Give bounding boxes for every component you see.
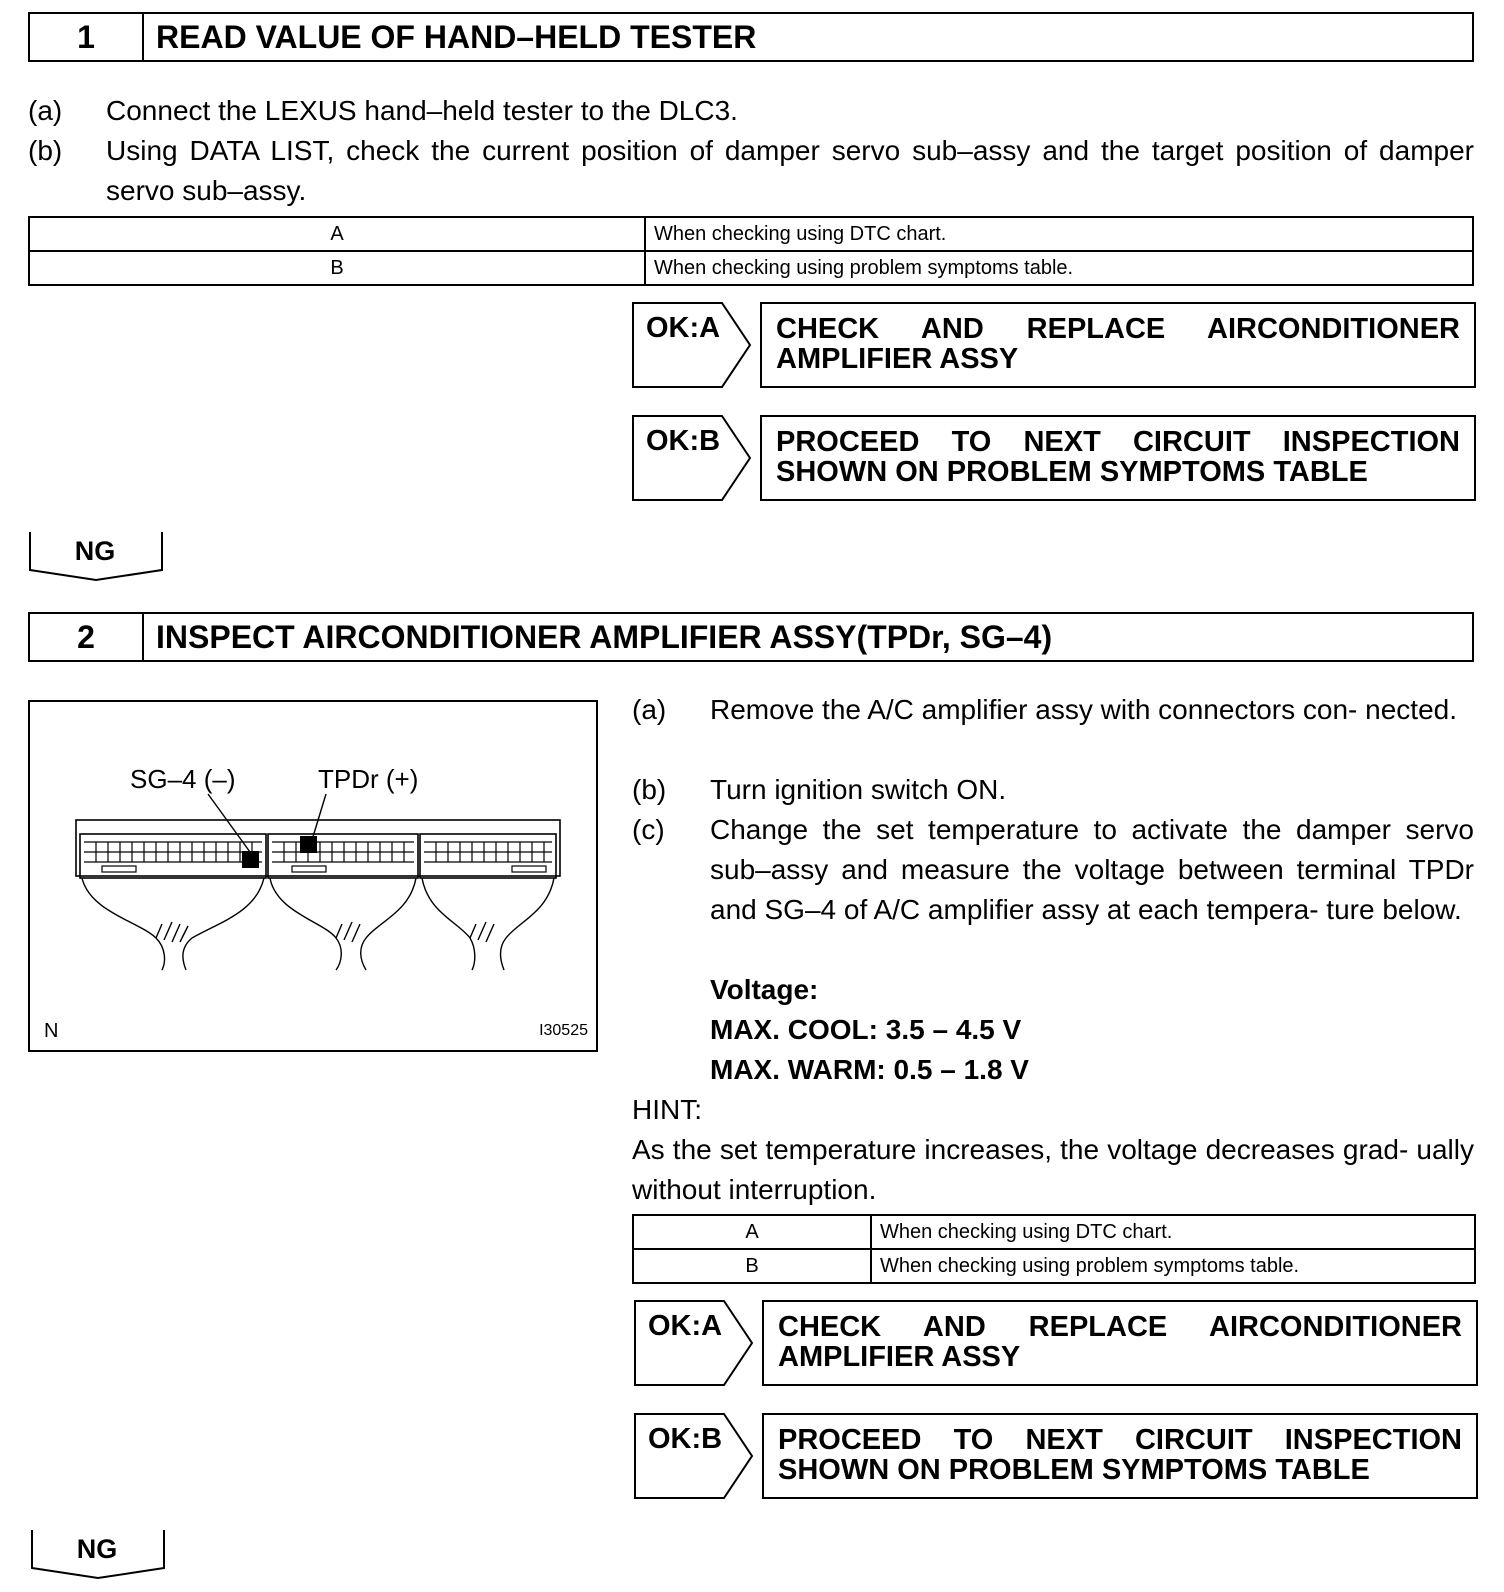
step2-item-b-label: (b) xyxy=(632,774,667,805)
step2-title: INSPECT AIRCONDITIONER AMPLIFIER ASSY(TPDr, SG–4) xyxy=(156,618,1053,655)
ok-b-label: OK:B xyxy=(648,1423,723,1455)
step2-number: 2 xyxy=(30,614,144,660)
step1-ng-tag xyxy=(28,530,168,582)
step1-condition-table xyxy=(28,216,1474,286)
ok-b-action: PROCEED TO NEXT CIRCUIT INSPECTION SHOWN ON PROBLEM SYMPTOMS TABLE xyxy=(760,415,1476,501)
step1-item-a-label: (a) xyxy=(28,95,63,126)
voltage-spec-cool: MAX. COOL: 3.5 – 4.5 V xyxy=(710,1014,1022,1045)
connector-drawing-icon xyxy=(30,702,596,1050)
table-row xyxy=(29,217,1473,251)
figure-id: I30525 xyxy=(539,1022,588,1039)
step1-title: READ VALUE OF HAND–HELD TESTER xyxy=(156,18,757,55)
table-row xyxy=(633,1215,1475,1249)
step2-item-b-text: Turn ignition switch ON. xyxy=(710,774,1007,805)
voltage-spec-warm: MAX. WARM: 0.5 – 1.8 V xyxy=(710,1054,1029,1085)
ok-a-action: CHECK AND REPLACE AIRCONDITIONER AMPLIFIER ASSY xyxy=(760,302,1476,388)
step1-item-b-label: (b) xyxy=(28,135,63,166)
table-cell-code: A xyxy=(29,217,645,251)
step1-header xyxy=(28,12,1474,62)
step2-ng-tag xyxy=(30,1528,170,1580)
step2-item-c-label: (c) xyxy=(632,814,665,845)
figure-corner-n: N xyxy=(44,1020,59,1042)
ng-label: NG xyxy=(74,536,116,566)
connector-illustration xyxy=(28,700,598,1052)
table-cell-code: B xyxy=(29,251,645,285)
ok-a-action: CHECK AND REPLACE AIRCONDITIONER AMPLIFIER ASSY xyxy=(762,1300,1478,1386)
ok-b-label: OK:B xyxy=(646,425,721,457)
hint-label: HINT: xyxy=(632,1094,702,1125)
table-row xyxy=(633,1249,1475,1283)
table-cell-code: B xyxy=(633,1249,871,1283)
table-cell-desc: When checking using DTC chart. xyxy=(645,217,1473,251)
ng-label: NG xyxy=(76,1534,118,1564)
table-cell-desc: When checking using DTC chart. xyxy=(871,1215,1475,1249)
step2-item-a-label: (a) xyxy=(632,694,667,725)
table-cell-desc: When checking using problem symptoms table. xyxy=(871,1249,1475,1283)
figure-label-sg4: SG–4 (–) xyxy=(130,764,236,794)
step2-item-a-text: Remove the A/C amplifier assy with connectors con- nected. xyxy=(710,694,1458,725)
table-cell-desc: When checking using problem symptoms table. xyxy=(645,251,1473,285)
step1-number: 1 xyxy=(30,14,144,60)
ok-b-action: PROCEED TO NEXT CIRCUIT INSPECTION SHOWN ON PROBLEM SYMPTOMS TABLE xyxy=(762,1413,1478,1499)
table-row xyxy=(29,251,1473,285)
step2-condition-table xyxy=(632,1214,1476,1284)
voltage-spec-heading: Voltage: xyxy=(710,974,819,1005)
step2-item-c-text: Change the set temperature to activate the damper servo sub–assy and measure the voltage between terminal TPDr and SG–4 of A/C amplifier assy at each tempera- ture below. xyxy=(710,814,1474,925)
figure-label-tpdr: TPDr (+) xyxy=(318,764,419,794)
ok-a-label: OK:A xyxy=(646,312,721,344)
step1-item-b-text: Using DATA LIST, check the current position of damper servo sub–assy and the target position of damper servo sub–assy. xyxy=(106,135,1474,206)
table-cell-code: A xyxy=(633,1215,871,1249)
ok-a-label: OK:A xyxy=(648,1310,723,1342)
step1-item-a-text: Connect the LEXUS hand–held tester to the DLC3. xyxy=(106,95,738,126)
hint-text: As the set temperature increases, the voltage decreases grad- ually without interruption. xyxy=(632,1134,1474,1205)
step2-header xyxy=(28,612,1474,662)
